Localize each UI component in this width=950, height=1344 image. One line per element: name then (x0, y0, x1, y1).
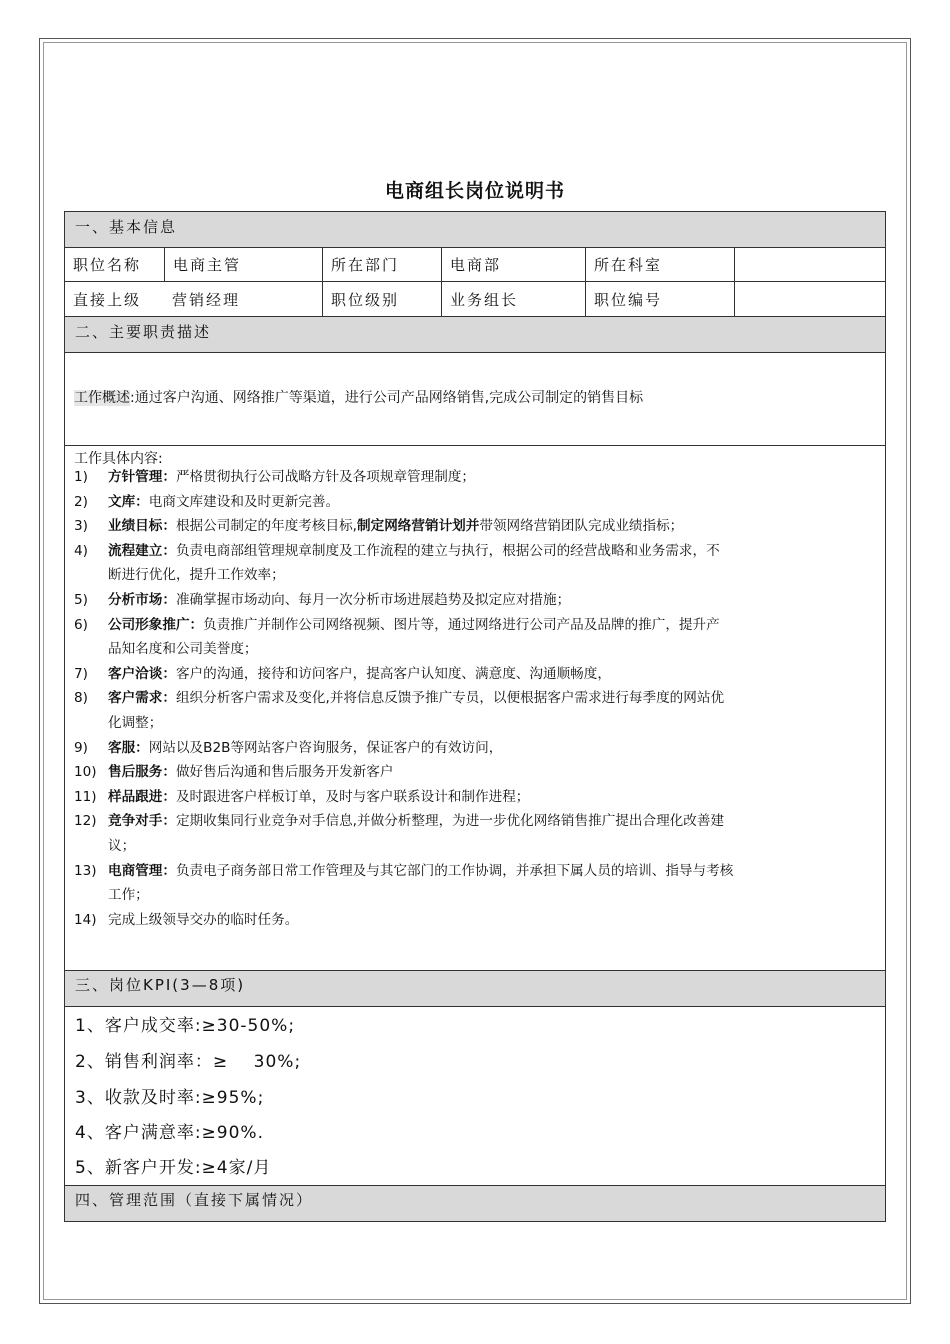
kpi-item: 2、销售利润率：≥ 30%; (75, 1052, 302, 1072)
duty-number: 12) (74, 813, 97, 830)
kpi-item: 4、客户满意率:≥90%. (75, 1123, 264, 1143)
duty-number: 10) (74, 764, 97, 781)
duty-item (74, 613, 880, 662)
duty-item (74, 809, 880, 858)
kpi-item: 3、收款及时率:≥95%; (75, 1088, 265, 1108)
duty-heading: 客户需求： (108, 690, 176, 707)
duty-text (108, 736, 880, 761)
duty-number: 2) (74, 493, 88, 510)
duty-description: 完成上级领导交办的临时任务。 (108, 911, 299, 928)
duty-item (74, 908, 880, 933)
duty-text (108, 686, 880, 735)
duty-item (74, 588, 880, 613)
work-overview-text: :通过客户沟通、网络推广等渠道，进行公司产品网络销售,完成公司制定的销售目标 (130, 390, 644, 406)
duty-description: 电商文库建设和及时更新完善。 (148, 493, 340, 510)
section-basic-info-header: 一、基本信息 (65, 212, 885, 248)
kpi-item: 1、客户成交率:≥30-50%; (75, 1016, 296, 1036)
duty-item (74, 686, 880, 735)
duty-number: 1) (74, 469, 88, 485)
duty-heading: 分析市场： (108, 591, 176, 608)
section-office-value (734, 248, 885, 281)
duty-text (108, 465, 880, 490)
duty-text (108, 908, 880, 933)
section-kpi-header: 三、岗位KPI(3—8项) (65, 971, 885, 1007)
duty-description: 严格贯彻执行公司战略方针及各项规章管理制度； (175, 469, 476, 485)
duty-text (108, 662, 880, 687)
duty-number: 14) (74, 911, 97, 928)
duty-number: 5) (74, 591, 88, 608)
duty-description: 做好售后沟通和售后服务开发新客户 (175, 764, 394, 781)
duty-item (74, 760, 880, 785)
duty-number: 3) (74, 518, 88, 535)
duty-continuation: 断进行优化，提升工作效率； (108, 567, 285, 584)
duty-item (74, 736, 880, 761)
duty-item (74, 514, 880, 539)
duty-continuation: 品知名度和公司美誉度； (108, 641, 258, 658)
duty-item (74, 490, 880, 515)
job-description-table (64, 211, 886, 1222)
duty-number: 11) (74, 788, 97, 805)
basic-info-row-1 (65, 248, 885, 282)
duty-description: 准确掌握市场动向、每月一次分析市场进展趋势及拟定应对措施； (175, 591, 571, 608)
duty-text (108, 588, 880, 613)
duty-heading: 竞争对手： (108, 813, 176, 830)
work-overview (65, 353, 885, 446)
direct-superior-label: 直接上级 (73, 290, 142, 309)
job-level-label: 职位级别 (322, 282, 441, 316)
duty-item (74, 465, 880, 490)
section-management-header: 四、管理范围（直接下属情况） (65, 1186, 885, 1221)
job-level-value: 业务组长 (441, 282, 585, 316)
duty-description: 带领网络营销团队完成业绩指标； (479, 518, 684, 535)
job-title-value: 电商主管 (164, 248, 322, 281)
duty-continuation: 工作； (108, 887, 149, 904)
duty-list (74, 465, 880, 932)
duty-description: 及时跟进客户样板订单，及时与客户联系设计和制作进程； (175, 788, 530, 805)
duty-description: 网站以及B2B等网站客户咨询服务，保证客户的有效访问， (148, 739, 503, 756)
duty-heading: 文库： (108, 493, 149, 510)
duty-text (108, 760, 880, 785)
work-overview-label: 工作概述 (74, 390, 130, 406)
duty-text (108, 785, 880, 810)
duty-description: 组织分析客户需求及变化,并将信息反馈予推广专员，以便根据客户需求进行每季度的网站优 (175, 690, 725, 707)
duty-heading: 客服： (108, 739, 149, 756)
duty-heading: 公司形象推广： (108, 616, 204, 633)
duty-number: 8) (74, 690, 88, 707)
job-title-label: 职位名称 (73, 256, 142, 274)
duty-heading: 方针管理： (108, 469, 176, 485)
duty-heading: 售后服务： (108, 764, 176, 781)
duty-item (74, 662, 880, 687)
duty-description: 负责推广并制作公司网络视频、图片等，通过网络进行公司产品及品牌的推广，提升产 (203, 616, 720, 633)
duty-heading: 业绩目标： (108, 518, 176, 535)
basic-info-row-2 (65, 282, 885, 317)
department-label: 所在部门 (322, 248, 441, 281)
duty-text (108, 859, 880, 908)
department-value: 电商部 (441, 248, 585, 281)
direct-superior-value: 营销经理 (172, 290, 241, 309)
section-duties-header: 二、主要职责描述 (65, 317, 885, 353)
duty-heading: 制定网络营销计划并 (357, 518, 480, 535)
duty-description: 负责电子商务部日常工作管理及与其它部门的工作协调，并承担下属人员的培训、指导与考核 (175, 862, 734, 879)
duty-heading: 电商管理： (108, 862, 176, 879)
job-code-value (734, 282, 885, 316)
duty-number: 13) (74, 862, 97, 879)
duty-description: 客户的沟通，接待和访问客户，提高客户认知度、满意度、沟通顺畅度， (175, 665, 611, 682)
duty-continuation: 议； (108, 837, 136, 854)
duty-item (74, 859, 880, 908)
duty-text (108, 613, 880, 662)
duty-text (108, 539, 880, 588)
duty-description: 定期收集同行业竞争对手信息,并做分析整理，为进一步优化网络销售推广提出合理化改善建 (175, 813, 725, 830)
work-details (65, 446, 885, 971)
duty-number: 6) (74, 616, 88, 633)
job-code-label: 职位编号 (585, 282, 734, 316)
work-details-title: 工作具体内容: (74, 451, 163, 467)
duty-description: 根据公司制定的年度考核目标, (175, 518, 358, 535)
duty-item (74, 785, 880, 810)
duty-number: 9) (74, 739, 88, 756)
duty-text (108, 490, 880, 515)
duty-heading: 流程建立： (108, 542, 176, 559)
duty-number: 4) (74, 542, 88, 559)
duty-description: 负责电商部组管理规章制度及工作流程的建立与执行，根据公司的经营战略和业务需求，不 (175, 542, 720, 559)
duty-continuation: 化调整； (108, 714, 163, 731)
document-title: 电商组长岗位说明书 (384, 180, 565, 202)
kpi-item: 5、新客户开发:≥4家/月 (75, 1158, 272, 1178)
work-overview-line (74, 387, 643, 407)
section-office-label: 所在科室 (585, 248, 734, 281)
duty-heading: 样品跟进： (108, 788, 176, 805)
kpi-list (65, 1007, 885, 1186)
duty-heading: 客户洽谈： (108, 665, 176, 682)
duty-text (108, 809, 880, 858)
duty-text (108, 514, 880, 539)
duty-item (74, 539, 880, 588)
duty-number: 7) (74, 665, 88, 682)
